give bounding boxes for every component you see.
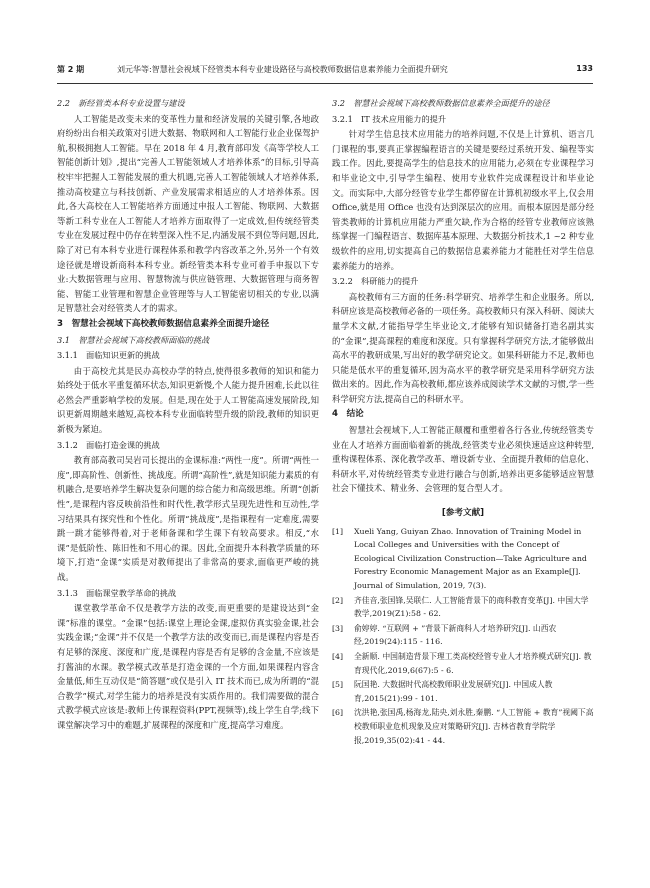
page-number: 133 [576,64,593,73]
reference-number: [6] [332,708,344,718]
reference-number: [3] [332,623,344,633]
reference-item [332,678,594,705]
left-column [57,95,319,733]
reference-item [332,706,594,747]
references-list [332,525,594,748]
body-paragraph: 智慧社会视域下,人工智能正颠覆和重塑着各行各业,传统经管类专业在人才培养方面面临着新的挑战,经管类专业必须快速适应这种转型,重构课程体系、深化教学改革、增设新专业、全面提升教师的信息化、科研水平,对传统经管类专业进行融合与创新,培养出更多能够适应智慧社会下懂技术、精业务、会管理的复合型人才。 [332,425,594,494]
reference-text: 俞婷婷. “互联网 + ”背景下新商科人才培养研究[J]. 山西农经,2019(24):115 - 116. [354,623,557,647]
reference-number: [2] [332,595,344,605]
reference-text: 沈洪艳,张国禹,杨海龙,陆央,刘永胜,秦鹏. “人工智能 + 教育”视阈下高校教师职业危机现象及应对策略研究[J]. 吉林省教育学院学报,2019,35(02):41 - 44. [354,708,594,745]
right-column [332,95,594,748]
reference-item [332,622,594,649]
subsection-heading: 3.1.1 面临知识更新的挑战 [57,350,160,361]
reference-item [332,594,594,621]
header-rule [57,83,593,84]
reference-number: [5] [332,680,344,690]
reference-text: Xueli Yang, Guiyan Zhao. Innovation of Training Model in Local Colleges and Universities with the Concept of Ecological Civilization Construction—Take Agriculture and Forestry Economic Management Major as an Example[J]. Journal of Simulation, 2019, 7(3). [354,526,587,590]
body-paragraph: 人工智能是改变未来的变革性力量和经济发展的关键引擎,各地政府纷纷出台相关政策对引进大数据、物联网和人工智能行业企业保驾护航,积极拥抱人工智能。早在 2018 年 4 月,教育部印发《高等学校人工智能创新计划》,提出“完善人工智能领域人才培养体系”的目标,引导高校牢牢把握人工智能发展的重大机遇,完善人工智能领域人才培养体系,推动高校建立与科技创新、产业发展需求相适应的人才培养体系。因此,各大高校在人工智能培养方面通过申报人工智能、物联网、大数据等新工科专业在人工智能人才培养方面取得了一定成效,但传统经管类专业在发展过程中仍存在转型深入性不足,内涵发展不到位等问题,因此,除了对已有本科专业进行课程体系和教学内容改革之外,另外一个有效途径就是增设新商科本科专业。新经管类本科专业可着手申报以下专业:大数据管理与应用、智慧物流与供应链管理、大数据管理与商务智能、智能工业管理和智慧企业管理等与人工智能密切相关的专业,以满足智慧社会对经管类人才的需求。 [57,113,319,314]
reference-item [332,525,594,593]
subsection-heading: 3.1.2 面临打造金课的挑战 [57,439,160,450]
section-heading: 4 结论 [332,409,364,420]
reference-text: 阮国艳. 大数据时代高校教师职业发展研究[J]. 中国成人教育,2015(21):99 - 101. [354,680,553,703]
subsection-heading: 3.1 智慧社会视域下高校教师面临的挑战 [57,334,210,345]
reference-text: 齐佳音,张国锋,吴联仁. 人工智能背景下的商科教育变革[J]. 中国大学教学,2019(Z1):58 - 62. [354,595,589,619]
reference-text: 全新顺. 中国制造背景下理工类高校经管专业人才培养模式研究[J]. 教育现代化,2019,6(67):5 - 6. [354,651,592,675]
body-paragraph: 高校教师有三方面的任务:科学研究、培养学生和企业服务。所以,科研应该是高校教师必备的一项任务。高校教师只有深入科研、阅读大量学术文献,才能指导学生毕业论文,才能够有知识储备打造名副其实的“金课”,提高课程的难度和深度。只有掌握科学研究方法,才能够做出高水平的教研成果,写出好的教学研究论文。如果科研能力不足,教师也只能是低水平的重复循环,因为高水平的教学研究是采用科学研究方法做出来的。因此,作为高校教师,都应该养成阅读学术文献的习惯,学一些科学研究方法,提高自己的科研水平。 [332,291,594,404]
reference-number: [1] [332,526,344,536]
body-paragraph: 由于高校尤其是民办高校办学的特点,使得很多教师的知识和能力始终处于低水平重复循环状态,知识更新慢,个人能力提升困难,长此以往必然会严重影响学校的发展。但是,现在处于人工智能高速发展阶段,知识更新周期越来越短,高校本科专业面临转型升级的阶段,教师的知识更新极为紧迫。 [57,365,319,435]
reference-item [332,650,594,677]
body-paragraph: 课堂教学革命不仅是教学方法的改变,而更重要的是建设达到“金课”标准的课堂。“金课”包括:课堂上理论金课,虚拟仿真实验金课,社会实践金课;“金课”并不仅是一个教学方法的改变而已,而是课程内容是否有足够的深度、深度和广度,是课程内容是否有足够的含金量,不应该是打酱油的水课。教学模式改革是打造金课的一个方面,如果课程内容含金量低,师生互动仅是“简答题”或仅是引入 IT 技术而已,成为所谓的“混合教学”模式,对学生能力的培养是没有实质作用的。我们需要做的混合式教学模式应该是:教师上传课程资料(PPT,视频等),线上学生自学;线下课堂解决学习中的难题,扩展课程的深度和广度,提高学习难度。 [57,603,319,730]
subsection-heading: 3.2.1 IT 技术应用能力的提升 [332,113,447,124]
subsection-heading: 3.2 智慧社会视域下高校教师数据信息素养全面提升的途径 [332,98,550,108]
section-heading: 3 智慧社会视域下高校教师数据信息素养全面提升途径 [57,318,270,329]
subsection-heading: 3.1.3 面临课堂教学革命的挑战 [57,587,177,598]
body-paragraph: 教育部高教司吴岩司长提出的金课标准:“两性一度”。所谓“两性一度”,即高阶性、创新性、挑战度。所谓“高阶性”,就是知识能力素质的有机融合,是要培养学生解决复杂问题的综合能力和高级思维。所谓“创新性”,是课程内容反映前沿性和时代性,教学形式呈现先进性和互动性,学习结果具有探究性和个性化。所谓“挑战度”,是指课程有一定难度,需要跳一跳才能够得着,对于老师备课和学生课下有较高要求。相反,“水课”是低阶性、陈旧性和不用心的课。因此,全面提升本科教学质量的环境下,打造“金课”实质是对教师提出了非常高的要求,面临更严峻的挑战。 [57,455,319,582]
subsection-heading: 3.2.2 科研能力的提升 [332,276,419,287]
running-header [57,64,593,78]
running-title: 刘元华等:智慧社会视域下经管类本科专业建设路径与高校教师数据信息素养能力全面提升研究 [117,65,448,74]
reference-number: [4] [332,651,344,661]
subsection-heading: 2.2 新经管类本科专业设置与建设 [57,98,185,108]
references-title: [参考文献] [441,508,485,519]
issue-number: 第 2 期 [57,65,85,74]
body-paragraph: 针对学生信息技术应用能力的培养问题,不仅是上计算机、语言几门课程的事,要真正掌握编程语言的关键是要经过系统开发、编程等实践工作。因此,要提高学生的信息技术的应用能力,必须在专业课程学习和毕业论文中,引导学生编程、使用专业软件完成课程设计和毕业论文。而实际中,大部分经管专业学生都停留在计算机初级水平上,仅会用 Office,就是用 Office 也没有达到深层次的应用。而根本原因是部分经管类教师的计算机应用能力严重欠缺,作为合格的经管专业教师应该熟练掌握一门编程语言、数据库基本原理、大数据分析技术,1 ~2 种专业级软件的应用,切实提高自己的数据信息素养能力才能胜任对学生信息素养能力的培养。 [332,129,594,271]
